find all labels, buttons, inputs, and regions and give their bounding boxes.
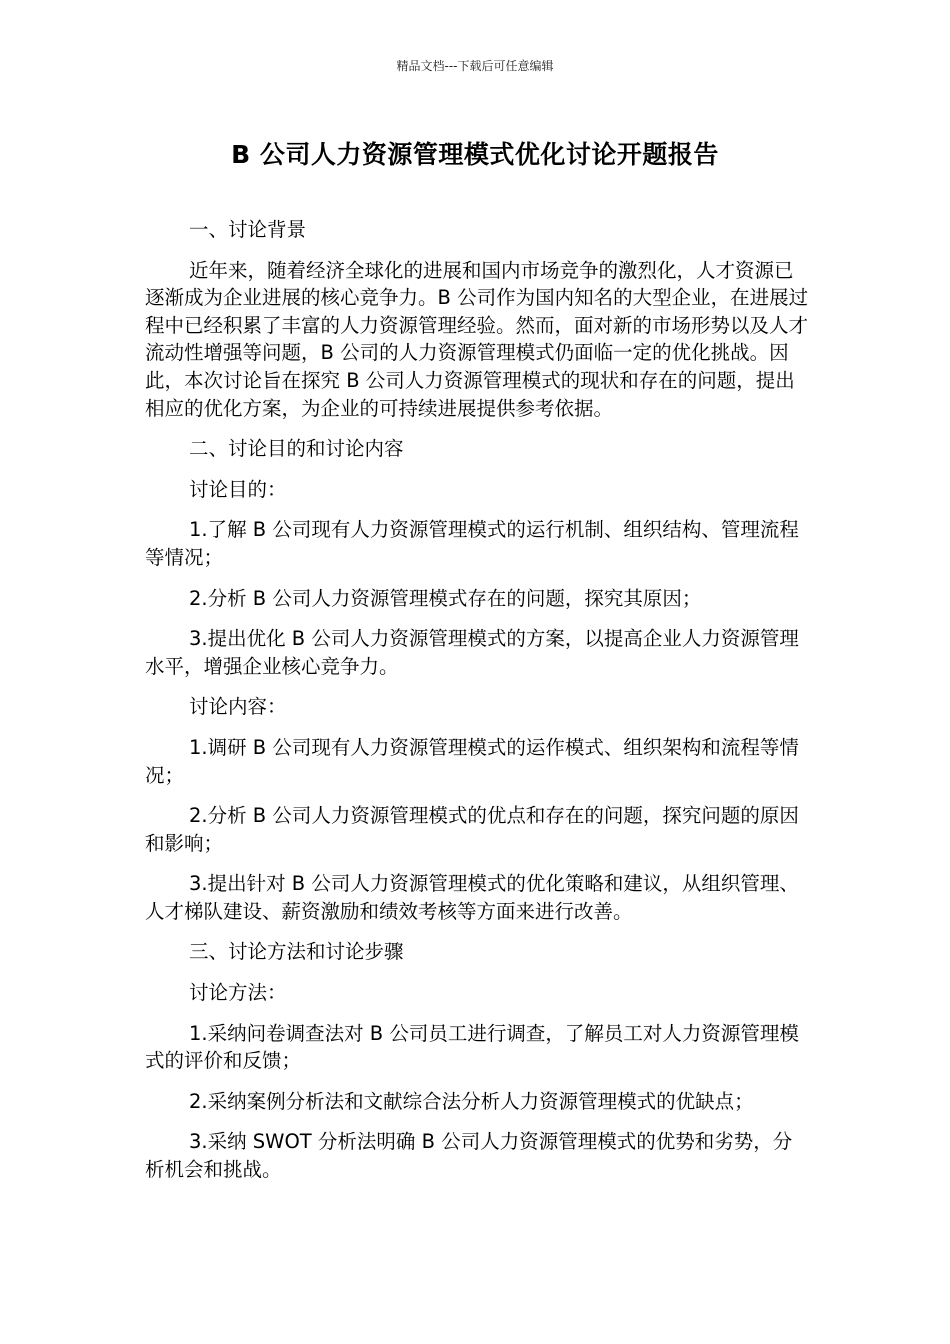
- list-item-content-3: 3.提出针对 B 公司人力资源管理模式的优化策略和建议，从组织管理、人才梯队建设、薪资激励和绩效考核等方面来进行改善。: [145, 872, 799, 923]
- list-item-content-1: 1.调研 B 公司现有人力资源管理模式的运作模式、组织架构和流程等情况；: [145, 735, 799, 787]
- list-item-method-1: 1.采纳问卷调查法对 B 公司员工进行调查，了解员工对人力资源管理模式的评价和反馈；: [145, 1021, 799, 1073]
- list-item-purpose-3: 3.提出优化 B 公司人力资源管理模式的方案，以提高企业人力资源管理水平，增强企业核心竞争力。: [145, 627, 799, 678]
- section-heading-purpose-content: 二、讨论目的和讨论内容: [189, 437, 404, 461]
- section-heading-background: 一、讨论背景: [189, 218, 307, 241]
- section-heading-methods-steps: 三、讨论方法和讨论步骤: [189, 940, 404, 964]
- list-item-method-3: 3.采纳 SWOT 分析法明确 B 公司人力资源管理模式的优势和劣势，分析机会和挑战。: [145, 1130, 793, 1182]
- paragraph-background: 近年来，随着经济全球化的进展和国内市场竞争的激烈化，人才资源已逐渐成为企业进展的核心竞争力。B 公司作为国内知名的大型企业，在进展过程中已经积累了丰富的人力资源管理经验。然而，面对新的市场形势以及人才流动性增强等问题，B 公司的人力资源管理模式仍面临一定的优化挑战。因此，本次讨论旨在探究 B 公司人力资源管理模式的现状和存在的问题，提出相应的优化方案，为企业的可持续进展提供参考依据。: [145, 258, 809, 420]
- subheading-methods: 讨论方法：: [189, 981, 287, 1005]
- subheading-purpose: 讨论目的：: [189, 477, 287, 501]
- subheading-content: 讨论内容：: [189, 695, 287, 719]
- page-header: 精品文档---下载后可任意编辑: [396, 59, 554, 73]
- list-item-method-2: 2.采纳案例分析法和文献综合法分析人力资源管理模式的优缺点；: [189, 1089, 754, 1113]
- document-title: B 公司人力资源管理模式优化讨论开题报告: [231, 140, 719, 169]
- list-item-purpose-2: 2.分析 B 公司人力资源管理模式存在的问题，探究其原因；: [189, 586, 702, 610]
- list-item-content-2: 2.分析 B 公司人力资源管理模式的优点和存在的问题，探究问题的原因和影响；: [145, 804, 799, 855]
- document-body: [145, 216, 810, 1197]
- list-item-purpose-1: 1.了解 B 公司现有人力资源管理模式的运行机制、组织结构、管理流程等情况；: [145, 518, 799, 569]
